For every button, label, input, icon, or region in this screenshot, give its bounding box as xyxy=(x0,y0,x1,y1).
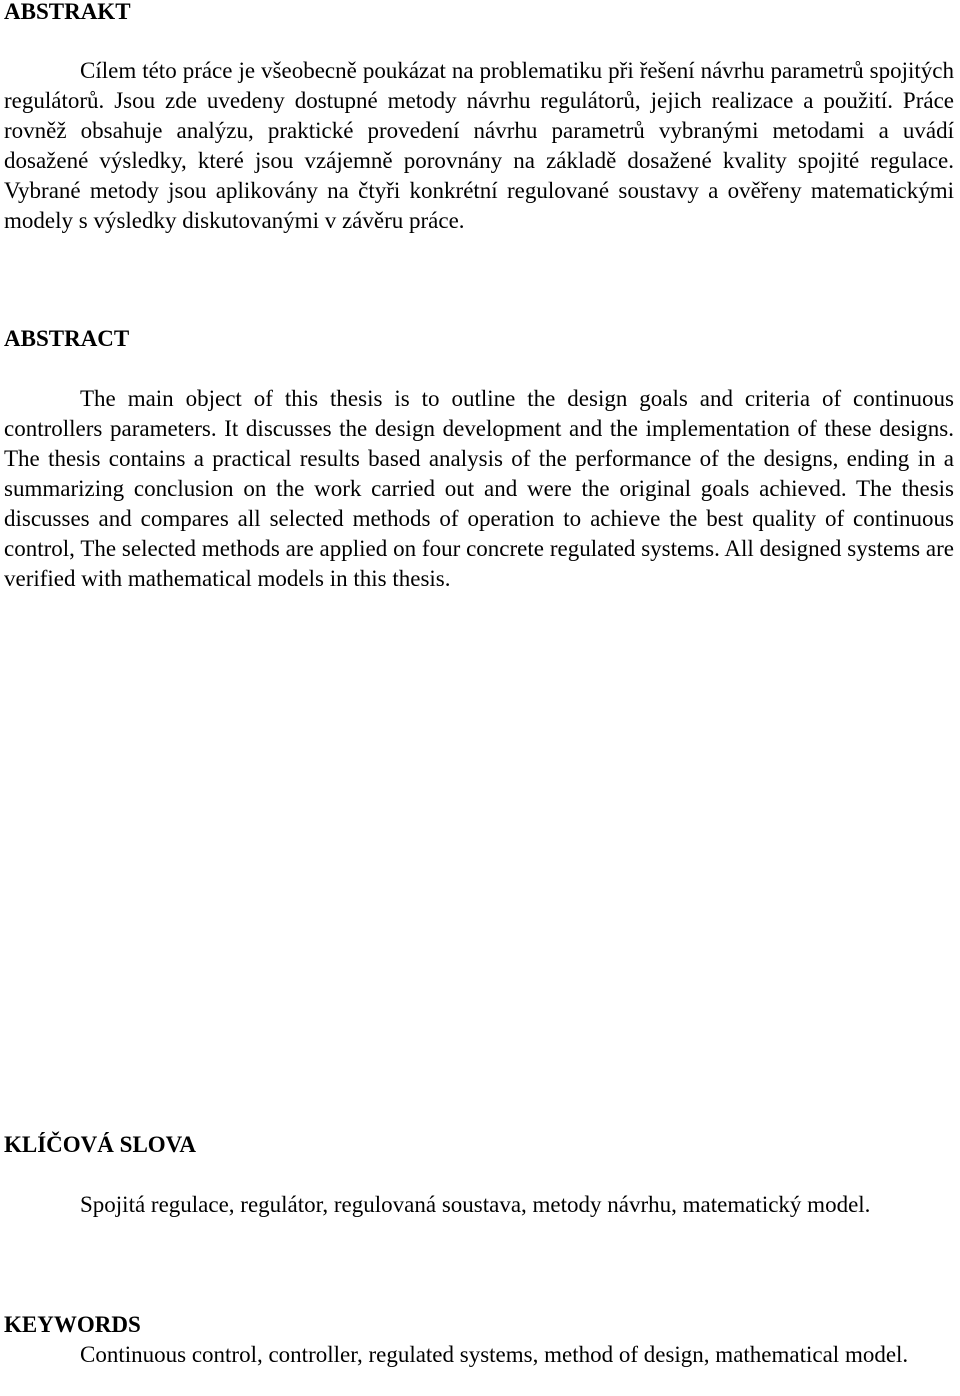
heading-abstract: ABSTRACT xyxy=(4,326,130,351)
paragraph-keywords: Continuous control, controller, regulated systems, method of design, mathematical model. xyxy=(80,1342,909,1367)
heading-abstrakt: ABSTRAKT xyxy=(4,0,131,24)
heading-klicova-slova: KLÍČOVÁ SLOVA xyxy=(4,1132,196,1157)
paragraph-klicova-slova: Spojitá regulace, regulátor, regulovaná soustava, metody návrhu, matematický model. xyxy=(80,1192,871,1217)
paragraph-abstract: The main object of this thesis is to outline the design goals and criteria of continuous controllers parameters. It discusses the design development and the implementation of these designs. The thesis contains a practical results based analysis of the performance of the designs, ending in a summarizing conclusion on the work carried out and were the original goals achieved. The thesis discusses and compares all selected methods of operation to achieve the best quality of continuous control, The selected methods are applied on four concrete regulated systems. All designed systems are verified with mathematical models in this thesis. xyxy=(4,386,954,591)
paragraph-abstrakt: Cílem této práce je všeobecně poukázat na problematiku při řešení návrhu parametrů spojitých regulátorů. Jsou zde uvedeny dostupné metody návrhu regulátorů, jejich realizace a použití. Práce rovněž obsahuje analýzu, praktické provedení návrhu parametrů vybranými metodami a uvádí dosažené výsledky, které jsou vzájemně porovnány na základě dosažené kvality spojité regulace. Vybrané metody jsou aplikovány na čtyři konkrétní regulované soustavy a ověřeny matematickými modely s výsledky diskutovanými v závěru práce. xyxy=(4,58,954,233)
heading-keywords: KEYWORDS xyxy=(4,1312,141,1337)
